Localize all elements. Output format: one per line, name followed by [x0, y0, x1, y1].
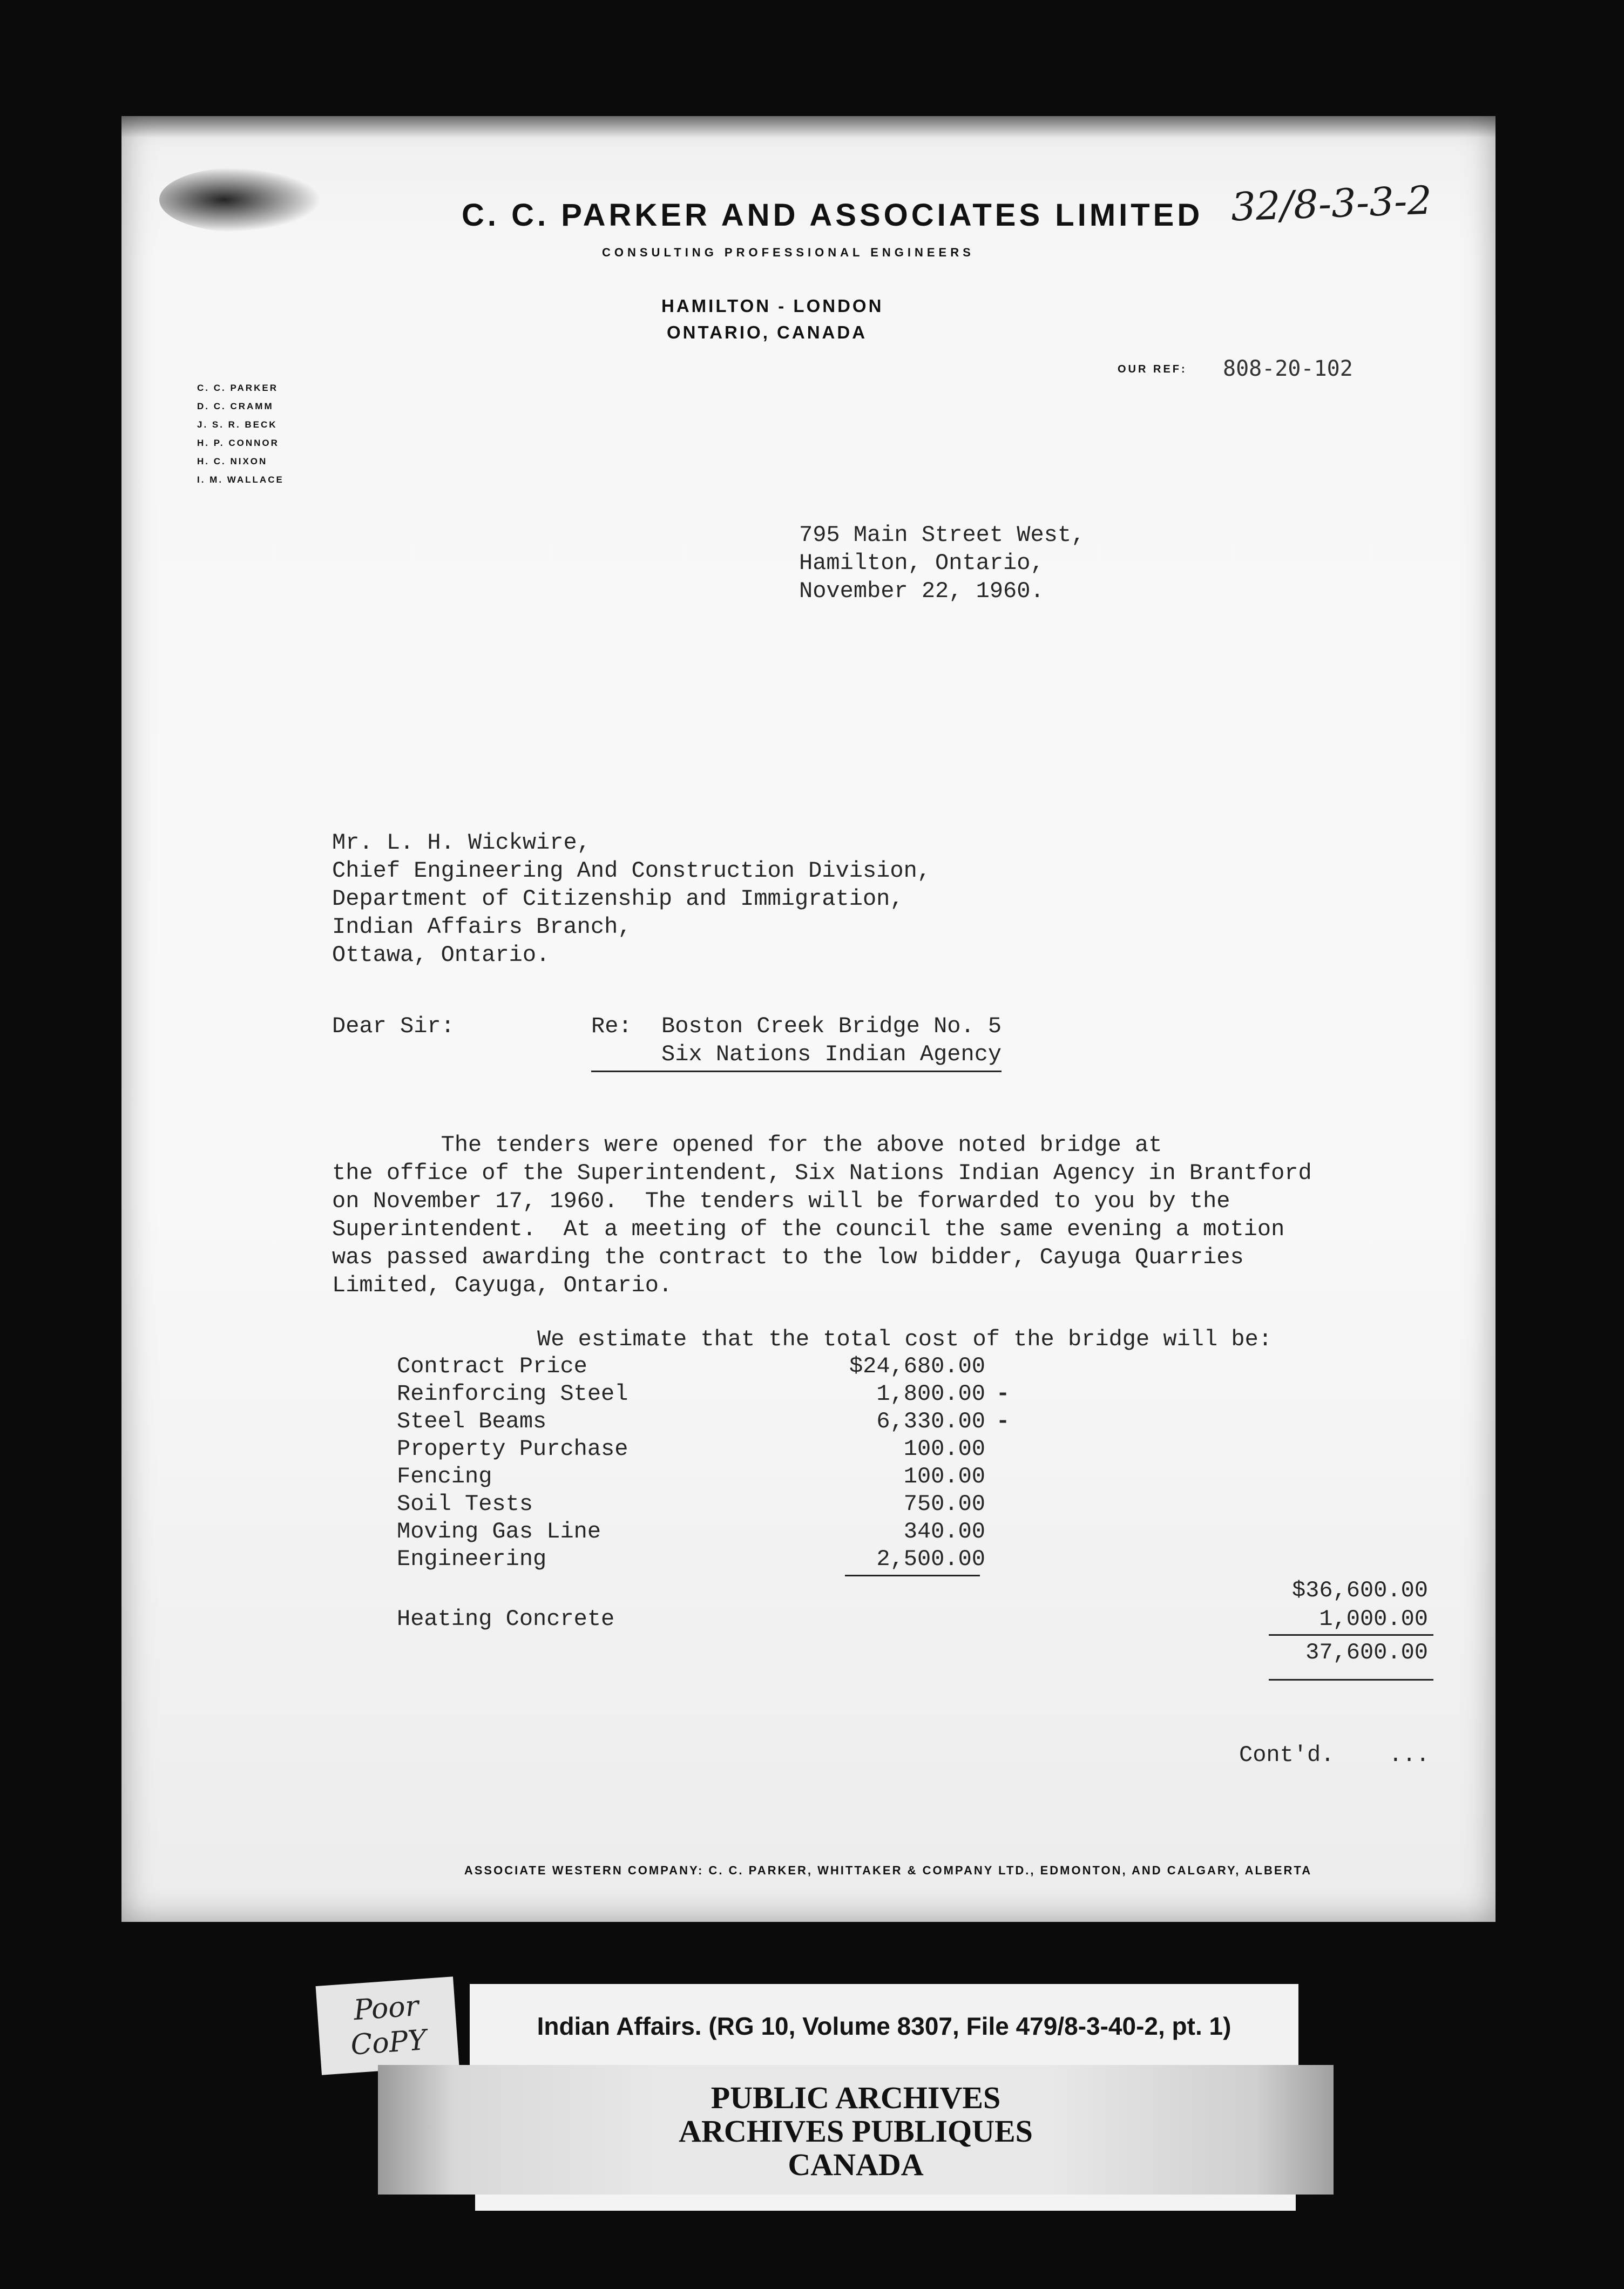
cost-label: Contract Price	[397, 1353, 587, 1379]
recipient-block	[332, 829, 931, 969]
total-double-rule	[1269, 1679, 1433, 1681]
archives-stamp	[378, 2065, 1334, 2195]
estimate-intro: We estimate that the total cost of the bridge will be:	[537, 1326, 1273, 1352]
our-ref-label: OUR REF:	[1118, 363, 1187, 375]
body-line: Superintendent. At a meeting of the council the same evening a motion	[332, 1216, 1285, 1242]
re-subject-line: Six Nations Indian Agency	[661, 1041, 1002, 1067]
letter-page	[121, 116, 1496, 1922]
our-ref-value: 808-20-102	[1223, 356, 1353, 381]
total-rule	[1269, 1634, 1433, 1636]
ink-smudge	[159, 167, 321, 232]
partner-name: H. C. NIXON	[197, 456, 268, 466]
address-line: Hamilton, Ontario,	[799, 550, 1044, 576]
body-line: Limited, Cayuga, Ontario.	[332, 1272, 673, 1298]
partner-name: C. C. PARKER	[197, 383, 278, 393]
subtotal-rule	[845, 1575, 980, 1576]
poor-copy-note	[316, 1976, 459, 2075]
continued-marker: Cont'd. ...	[1239, 1742, 1430, 1768]
company-subtitle: CONSULTING PROFESSIONAL ENGINEERS	[602, 246, 975, 259]
poor-copy-line: CoPY	[349, 2024, 428, 2062]
recipient-line: Department of Citizenship and Immigration,	[332, 886, 904, 912]
cost-mark: -	[996, 1408, 1010, 1434]
partner-name: J. S. R. BECK	[197, 419, 278, 430]
cost-value: 100.00	[903, 1436, 985, 1462]
stamp-line: CANADA	[788, 2147, 924, 2182]
cost-value: 1,800.00	[876, 1381, 985, 1407]
partner-name: I. M. WALLACE	[197, 475, 284, 485]
handwritten-file-reference: 32/8-3-3-2	[1230, 177, 1433, 230]
cost-label: Fencing	[397, 1464, 492, 1489]
stamp-text	[378, 2081, 1334, 2182]
cost-label: Reinforcing Steel	[397, 1381, 628, 1407]
cost-label: Soil Tests	[397, 1491, 533, 1517]
partners-list	[197, 379, 284, 489]
re-underline	[591, 1071, 1002, 1072]
partner-name: H. P. CONNOR	[197, 438, 279, 448]
address-line: 795 Main Street West,	[799, 522, 1085, 548]
cost-mark: -	[996, 1381, 1010, 1407]
heating-value: 1,000.00	[1319, 1606, 1428, 1632]
body-line: The tenders were opened for the above noted bridge at	[332, 1132, 1162, 1158]
cost-value: 6,330.00	[876, 1408, 985, 1434]
letter-date: November 22, 1960.	[799, 578, 1044, 604]
grand-total-value: 37,600.00	[1305, 1640, 1428, 1665]
stamp-line: ARCHIVES PUBLIQUES	[679, 2114, 1033, 2149]
letterhead-footer: ASSOCIATE WESTERN COMPANY: C. C. PARKER, WHITTAKER & COMPANY LTD., EDMONTON, AND CALGARY, ALBERTA	[464, 1864, 1312, 1877]
company-name: C. C. PARKER AND ASSOCIATES LIMITED	[462, 198, 1203, 233]
salutation: Dear Sir:	[332, 1013, 455, 1039]
cost-value: 100.00	[903, 1464, 985, 1489]
cost-value: 750.00	[903, 1491, 985, 1517]
archive-reference-label: Indian Affairs. (RG 10, Volume 8307, File 479/8-3-40-2, pt. 1)	[470, 1984, 1298, 2068]
cost-value: 2,500.00	[876, 1546, 985, 1572]
recipient-line: Ottawa, Ontario.	[332, 942, 550, 968]
heating-label: Heating Concrete	[397, 1606, 615, 1632]
body-line: the office of the Superintendent, Six Nations Indian Agency in Brantford	[332, 1160, 1312, 1186]
body-line: was passed awarding the contract to the low bidder, Cayuga Quarries	[332, 1244, 1244, 1270]
cost-label: Moving Gas Line	[397, 1519, 601, 1545]
stamp-line: PUBLIC ARCHIVES	[710, 2080, 1001, 2115]
body-line: on November 17, 1960. The tenders will be forwarded to you by the	[332, 1188, 1230, 1214]
company-province: ONTARIO, CANADA	[667, 322, 868, 342]
body-paragraph	[332, 1131, 1439, 1299]
cost-label: Property Purchase	[397, 1436, 628, 1462]
recipient-line: Chief Engineering And Construction Division,	[332, 858, 931, 884]
re-subject-line: Boston Creek Bridge No. 5	[661, 1013, 1002, 1039]
cost-value: 340.00	[903, 1519, 985, 1545]
partner-name: D. C. CRAMM	[197, 401, 274, 411]
cost-label: Steel Beams	[397, 1408, 547, 1434]
paper-strip	[475, 2195, 1296, 2211]
subtotal-value: $36,600.00	[1291, 1577, 1428, 1603]
recipient-line: Indian Affairs Branch,	[332, 914, 632, 940]
cost-value: $24,680.00	[849, 1353, 985, 1379]
cost-label: Engineering	[397, 1546, 547, 1572]
re-label: Re:	[591, 1013, 632, 1039]
company-cities: HAMILTON - LONDON	[661, 296, 884, 316]
recipient-line: Mr. L. H. Wickwire,	[332, 830, 591, 856]
sender-address	[799, 521, 1085, 605]
poor-copy-line: Poor	[353, 1989, 420, 2027]
